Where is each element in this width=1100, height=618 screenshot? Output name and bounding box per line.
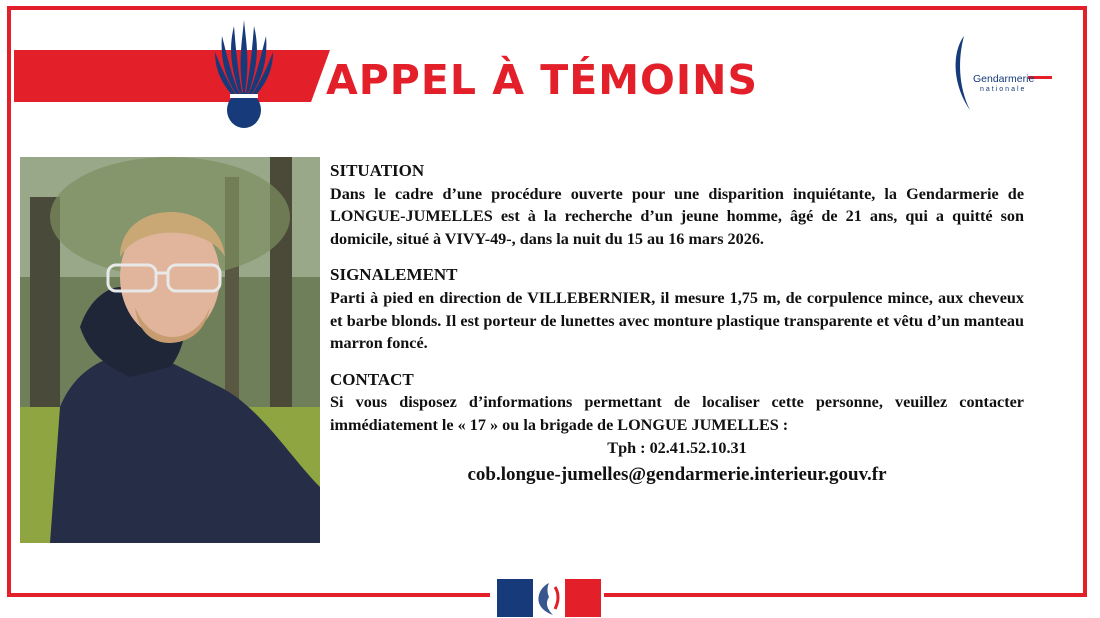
gendarmerie-logo-sub: nationale	[980, 86, 1027, 93]
contact-email: cob.longue-jumelles@gendarmerie.interieur.gouv.fr	[467, 464, 887, 486]
poster-title: APPEL À TÉMOINS	[326, 56, 758, 104]
situation-heading: SITUATION	[330, 161, 425, 180]
signalement-text: Parti à pied en direction de VILLEBERNIER, il mesure 1,75 m, de corpulence mince, aux cheveux et barbe blonds. Il est porteur de lunettes avec monture plastique transparente et vêtu d’un manteau marron foncé.	[330, 288, 1024, 353]
situation-text: Dans le cadre d’une procédure ouverte pour une disparition inquiétante, la Gendarmerie de LONGUE-JUMELLES est à la recherche d’un jeune homme, âgé de 21 ans, qui a quitté son domicile, situé à VIVY-49-, dans la nuit du 15 au 16 mars 2026.	[330, 184, 1024, 248]
header-red-band	[14, 50, 330, 102]
gendarmerie-logo-name: Gendarmerie	[973, 73, 1035, 85]
contact-phone: Tph : 02.41.52.10.31	[607, 438, 747, 457]
marianne-logo-icon	[497, 579, 601, 617]
contact-text: Si vous disposez d’informations permettant de localiser cette personne, veuillez contacter immédiatement le « 17 » ou la brigade de LONGUE JUMELLES :	[330, 393, 1024, 434]
notice-content	[330, 160, 1024, 489]
contact-heading: CONTACT	[330, 369, 414, 389]
grenade-emblem-icon	[212, 12, 276, 134]
signalement-heading: SIGNALEMENT	[330, 265, 458, 285]
missing-person-photo	[20, 157, 320, 543]
